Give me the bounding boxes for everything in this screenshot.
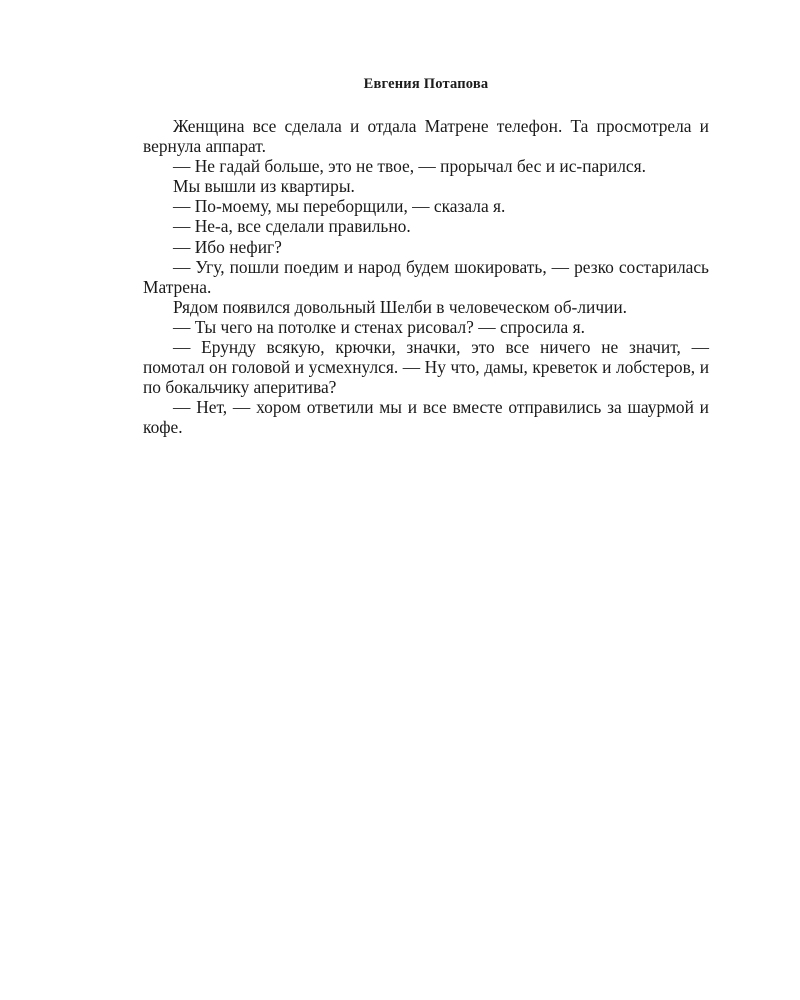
paragraph-11: — Нет, — хором ответили мы и все вместе отправились за шаурмой и кофе.	[143, 397, 709, 438]
paragraph-2: — Не гадай больше, это не твое, — прорычал бес и ис-парился.	[173, 156, 646, 177]
paragraph-1: Женщина все сделала и отдала Матрене телефон. Та просмотрела и вернула аппарат.	[143, 116, 709, 157]
paragraph-4: — По-моему, мы переборщили, — сказала я.	[173, 196, 506, 217]
paragraph-10: — Ерунду всякую, крючки, значки, это все ничего не значит, — помотал он головой и усмехнулся. — Ну что, дамы, креветок и лобстеров, и по бокальчику аперитива?	[143, 337, 709, 398]
paragraph-3: Мы вышли из квартиры.	[173, 176, 355, 197]
running-head-author: Евгения Потапова	[363, 76, 489, 92]
paragraph-6: — Ибо нефиг?	[173, 236, 282, 257]
paragraph-8: Рядом появился довольный Шелби в человеческом об-личии.	[173, 296, 628, 317]
paragraph-9: — Ты чего на потолке и стенах рисовал? — спросила я.	[173, 316, 585, 337]
paragraph-7: — Угу, пошли поедим и народ будем шокировать, — резко состарилась Матрена.	[143, 256, 709, 297]
body-text	[143, 116, 709, 438]
paragraph-5: — Не-а, все сделали правильно.	[173, 216, 411, 237]
